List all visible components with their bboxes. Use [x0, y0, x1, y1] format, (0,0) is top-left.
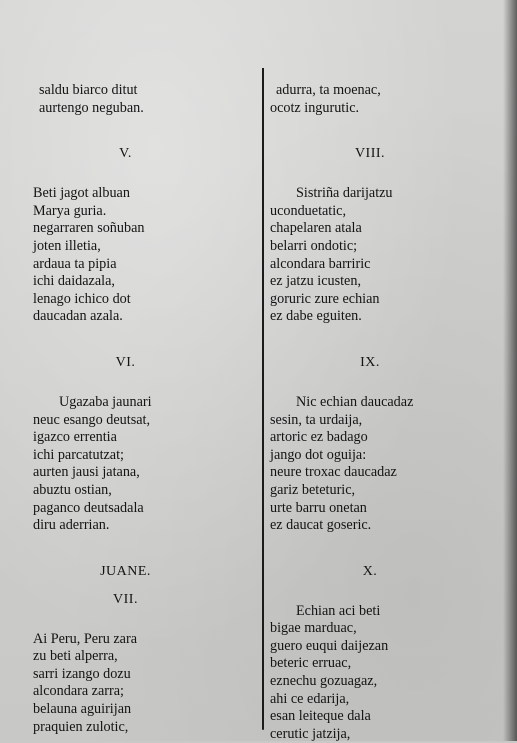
verse-line: ahi ce edarija, [270, 690, 350, 707]
verse-line: diru aderrian. [33, 517, 110, 534]
speaker-name: JUANE. [100, 563, 151, 579]
verse-line: urte barru onetan [270, 499, 367, 516]
verse-line: ez daucat goseric. [270, 517, 372, 534]
verse-line: daucadan azala. [33, 308, 123, 325]
section-heading-vi: VI. [115, 354, 136, 370]
verse-line: Ai Peru, Peru zara [33, 630, 138, 647]
verse-line: uconduetatic, [270, 202, 347, 219]
verse-line: neuc esango deutsat, [33, 411, 151, 428]
section-heading-viii: VIII. [354, 146, 386, 162]
stanza-vi [33, 394, 238, 535]
verse-line: Marya guria. [33, 202, 107, 219]
verse-line: paganco deutsadala [33, 499, 144, 516]
verse-line: ocotz ingurutic. [270, 99, 360, 116]
verse-line: alcondara zarra; [33, 683, 124, 700]
verse-line: Ugazaba jaunari [59, 393, 152, 410]
verse-line: zu beti alperra, [33, 648, 118, 665]
verse-line: saldu biarco ditut [39, 82, 138, 98]
verse-line: praquien zulotic, [33, 718, 129, 735]
left-column [33, 82, 238, 736]
column-divider [262, 80, 264, 730]
verse-line: ardaua ta pipia [33, 255, 117, 272]
verse-line: Sistriña darijatzu [296, 185, 393, 202]
verse-line: belauna aguirijan [33, 701, 132, 718]
stanza-x [270, 603, 470, 743]
verse-line: abuztu ostian, [33, 481, 112, 498]
stanza-ix [270, 394, 470, 535]
section-heading-vii: VII. [113, 591, 138, 607]
verse-line: beteric erruac, [270, 655, 352, 672]
verse-line: neure troxac daucadaz [270, 464, 397, 481]
verse-line: esan leiteque dala [270, 708, 371, 725]
verse-line: lenago ichico dot [33, 290, 131, 307]
verse-line: cerutic jatzija, [270, 725, 351, 742]
verse-line: belarri ondotic; [270, 237, 358, 254]
verse-line: jango dot oguija: [270, 446, 367, 463]
verse-line: igazco errentia [33, 429, 117, 446]
verse-line: gariz beteturic, [270, 481, 356, 498]
verse-line: ez jatzu icusten, [270, 273, 361, 290]
verse-line: sesin, ta urdaija, [270, 411, 363, 428]
verse-line: negarraren soñuban [33, 220, 145, 237]
stanza-viii [270, 185, 470, 326]
page-edge-shadow [503, 0, 517, 741]
verse-line: guero euqui daijezan [270, 637, 389, 654]
verse-line: adurra, ta moenac, [276, 82, 381, 98]
verse-line: bigae marduac, [270, 620, 357, 637]
verse-line: ez dabe eguiten. [270, 308, 362, 325]
verse-line: eznechu gozuagaz, [270, 673, 378, 690]
verse-line: ichi parcatutzat; [33, 446, 124, 463]
verse-line: artoric ez badago [270, 429, 368, 446]
verse-line: Beti jagot albuan [33, 185, 130, 202]
verse-line: sarri izango dozu [33, 665, 131, 682]
verse-line: aurten jausi jatana, [33, 464, 140, 481]
verse-line: Echian aci beti [296, 602, 381, 619]
verse-line: alcondara barriric [270, 255, 371, 272]
section-heading-v: V. [119, 146, 132, 162]
verse-line: joten illetia, [33, 237, 101, 254]
section-heading-x: X. [362, 563, 378, 579]
verse-line: ichi daidazala, [33, 273, 115, 290]
right-column [270, 82, 470, 743]
verse-line: aurtengo neguban. [39, 99, 144, 116]
stanza-vii [33, 631, 238, 737]
verse-line: chapelaren atala [270, 220, 362, 237]
verse-line: goruric zure echian [270, 290, 380, 307]
stanza-v [33, 185, 238, 326]
verse-line: Nic echian daucadaz [296, 393, 414, 410]
section-heading-ix: IX. [360, 354, 380, 370]
